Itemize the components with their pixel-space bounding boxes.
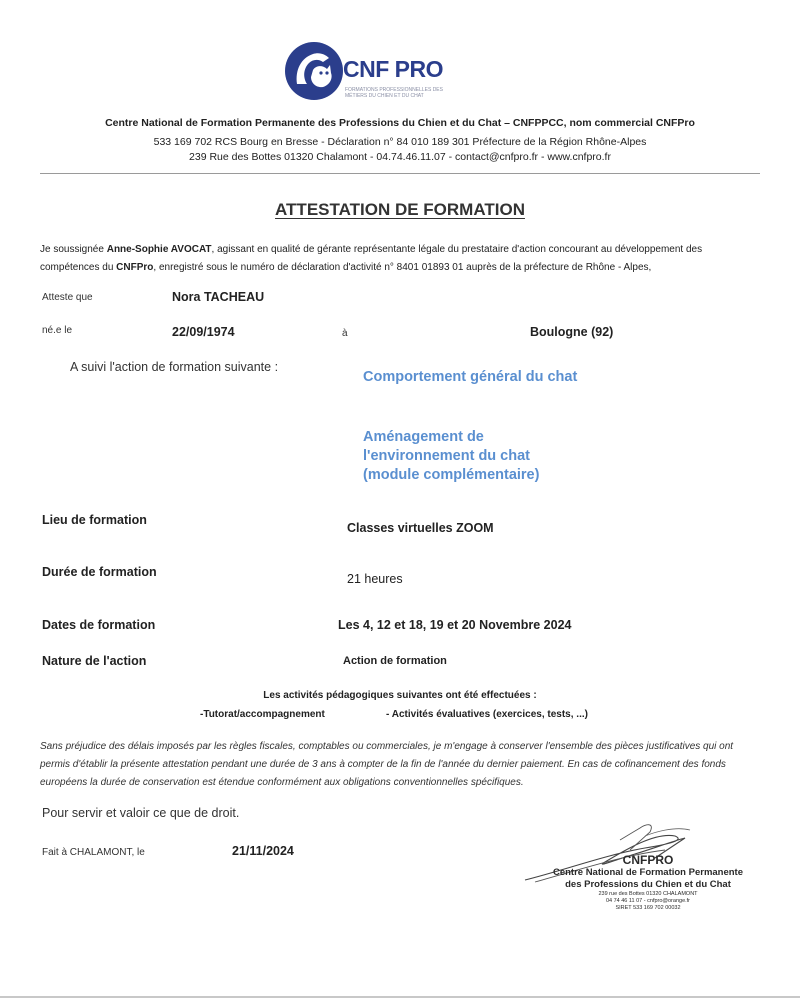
at-label: à: [342, 328, 348, 339]
nature-label: Nature de l'action: [42, 654, 147, 668]
place-label: Fait à CHALAMONT, le: [42, 847, 145, 858]
legal-notice: Sans préjudice des délais imposés par les règles fiscales, comptables ou commerciales, je m'engage à conserver l'ensemble des pièces justificatives qui ont permis d'établir la présente attestation pendant une durée de 3 ans à compter de la fin de l'année du dernier paiement. En cas de cofinancement des fonds européens la durée de conservation est étendue conformément aux obligations conventionnelles spécifiques.: [40, 741, 734, 788]
stamp-line-5: SIRET 533 169 702 00032: [615, 905, 681, 911]
dates-label: Dates de formation: [42, 618, 156, 632]
stamp-title: CNFPRO: [622, 853, 674, 867]
header-line-2: 533 169 702 RCS Bourg en Bresse - Déclaration n° 84 010 189 301 Préfecture de la Région Rhône-Alpes: [153, 136, 647, 148]
born-label: né.e le: [42, 325, 73, 336]
dog-cat-logo-icon: [283, 40, 345, 102]
closing-text: Pour servir et valoir ce que de droit.: [42, 806, 240, 820]
stamp-line-3: 239 rue des Bottes 01320 CHALAMONT: [598, 891, 698, 897]
lieu-label: Lieu de formation: [42, 513, 147, 527]
activity-item-1: -Tutorat/accompagnement: [200, 709, 325, 720]
intro-text-1: Je soussignée: [40, 244, 107, 255]
header-line-1: Centre National de Formation Permanente des Professions du Chien et du Chat – CNFPPCC, nom commercial CNFPro: [105, 117, 695, 129]
birth-place: Boulogne (92): [530, 325, 614, 339]
nature-value: Action de formation: [343, 655, 447, 667]
logo-name: CNF PRO: [343, 56, 443, 82]
signatory-name: Anne-Sophie AVOCAT: [106, 244, 212, 255]
header-divider: [40, 173, 760, 174]
org-name: CNFPro: [116, 262, 154, 273]
dates-value: Les 4, 12 et 18, 19 et 20 Novembre 2024: [338, 618, 572, 632]
course-2: Aménagement de l'environnement du chat (module complémentaire): [363, 429, 540, 483]
intro-text-2: , agissant en qualité de gérante représentante légale du prestataire d'action concourant au développement des compétences du: [40, 244, 703, 273]
intro-text-3: , enregistré sous le numéro de déclaration d'activité n° 8401 01893 01 auprès de la préfecture de Rhône - Alpes,: [153, 262, 652, 273]
header-line-3: 239 Rue des Bottes 01320 Chalamont - 04.74.46.11.07 - contact@cnfpro.fr - www.cnfpro.fr: [189, 151, 611, 163]
cnfpro-logo: [283, 40, 453, 106]
activity-item-2: - Activités évaluatives (exercices, tests, ...): [386, 709, 588, 720]
signature-date: 21/11/2024: [232, 844, 294, 858]
stamp-line-1: Centre National de Formation Permanente: [552, 867, 744, 878]
stamp-line-2: des Professions du Chien et du Chat: [565, 879, 731, 890]
intro-paragraph: [40, 241, 760, 277]
birth-date: 22/09/1974: [172, 325, 235, 339]
page-bottom-edge: [0, 996, 800, 998]
lieu-value: Classes virtuelles ZOOM: [347, 521, 494, 535]
duree-value: 21 heures: [347, 572, 403, 586]
trainee-name: Nora TACHEAU: [172, 290, 265, 304]
atteste-label: Atteste que: [42, 292, 93, 303]
document-title: ATTESTATION DE FORMATION: [275, 200, 525, 219]
logo-tagline: FORMATIONS PROFESSIONNELLES DES MÉTIERS DU CHIEN ET DU CHAT: [345, 87, 443, 99]
company-stamp: [528, 853, 768, 912]
stamp-line-4: 04 74 46 11 07 - cnfpro@orange.fr: [605, 898, 691, 904]
activities-heading: Les activités pédagogiques suivantes ont été effectuées :: [263, 690, 537, 701]
action-label: A suivi l'action de formation suivante :: [70, 360, 279, 374]
course-1: Comportement général du chat: [363, 369, 578, 385]
duree-label: Durée de formation: [42, 565, 157, 579]
